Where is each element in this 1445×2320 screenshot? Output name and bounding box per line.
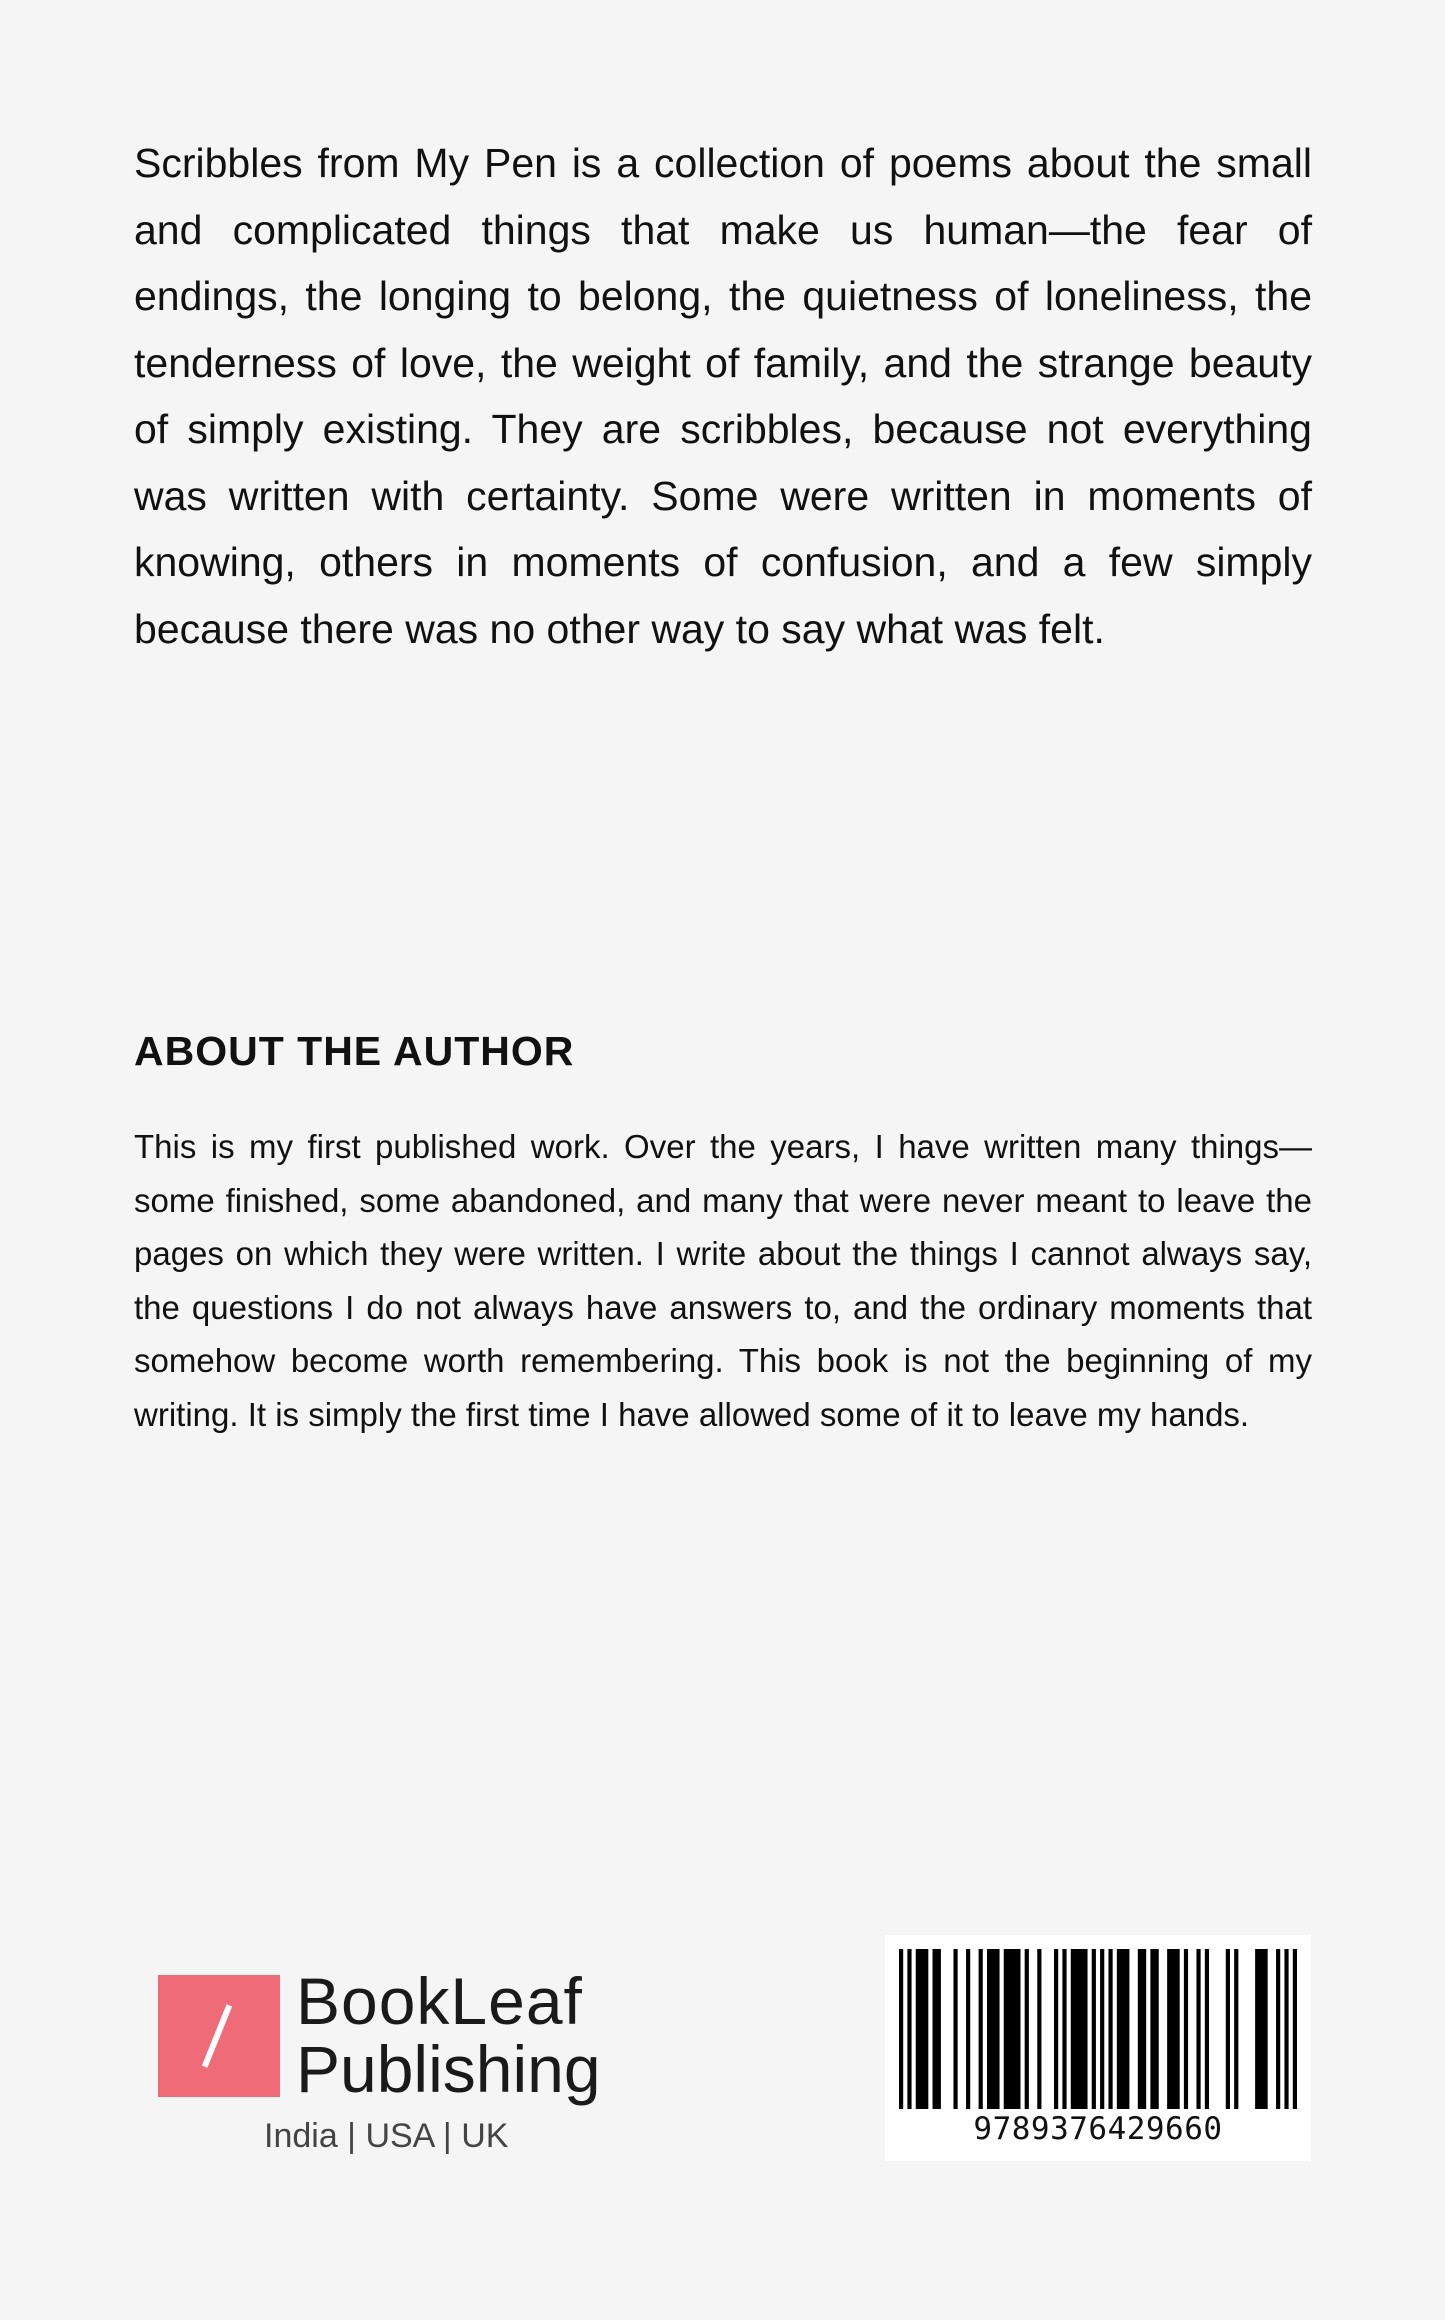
barcode-bar (1117, 1949, 1130, 2109)
publisher-name-line1: BookLeaf (296, 1964, 583, 2038)
barcode-bar (1226, 1949, 1230, 2109)
barcode-bar (1025, 1949, 1029, 2109)
barcode-bar (1276, 1949, 1280, 2109)
barcode-bars (899, 1949, 1297, 2109)
barcode-bar (1138, 1949, 1146, 2109)
barcode-bar (1108, 1949, 1112, 2109)
barcode-bar (1196, 1949, 1200, 2109)
barcode-bar (899, 1949, 903, 2109)
barcode-bar (1150, 1949, 1158, 2109)
barcode-bar (1004, 1949, 1021, 2109)
barcode-bar (1100, 1949, 1104, 2109)
barcode-bar (1234, 1949, 1238, 2109)
book-blurb: Scribbles from My Pen is a collection of poems about the small and complicated things that make us human—the fear of endings, the longing to belong, the quietness of loneliness, the tenderness of love, the weight of family, and the strange beauty of simply existing. They are scribbles, because not everything was written with certainty. Some were written in moments of knowing, others in moments of confusion, and a few simply because there was no other way to say what was felt. (134, 140, 1312, 652)
barcode-bar (979, 1949, 983, 2109)
barcode-bar (1205, 1949, 1209, 2109)
about-author-text: This is my first published work. Over the years, I have written many things—some finished, some abandoned, and many that were never meant to leave the pages on which they were written. I write about the things I cannot always say, the questions I do not always have answers to, and the ordinary moments that somehow become worth remembering. This book is not the beginning of my writing. It is simply the first time I have allowed some of it to leave my hands. (134, 1128, 1312, 1433)
barcode-bar (907, 1949, 911, 2109)
publisher-name-line2: Publishing (296, 2032, 601, 2106)
barcode-bar (1054, 1949, 1058, 2109)
about-author-heading: ABOUT THE AUTHOR (134, 1028, 575, 1074)
publisher-logo (158, 1964, 618, 2165)
publisher-locations: India | USA | UK (264, 2117, 509, 2155)
barcode-bar (1284, 1949, 1288, 2109)
barcode-bar (916, 1949, 929, 2109)
barcode-bar (933, 1949, 941, 2109)
barcode-bar (987, 1949, 1000, 2109)
barcode-bar (1167, 1949, 1180, 2109)
barcode-bar (1184, 1949, 1188, 2109)
barcode-bar (1062, 1949, 1066, 2109)
barcode-bar (966, 1949, 970, 2109)
isbn-number: 9789376429660 (973, 2111, 1223, 2147)
barcode-bar (1071, 1949, 1088, 2109)
logo-slash-mark (202, 2004, 232, 2067)
barcode-bar (1293, 1949, 1297, 2109)
barcode-bar (1255, 1949, 1268, 2109)
slash-logo-icon (158, 1975, 280, 2097)
barcode-bar (953, 1949, 957, 2109)
isbn-barcode (885, 1935, 1311, 2161)
barcode-bar (1037, 1949, 1041, 2109)
barcode-bar (1092, 1949, 1096, 2109)
